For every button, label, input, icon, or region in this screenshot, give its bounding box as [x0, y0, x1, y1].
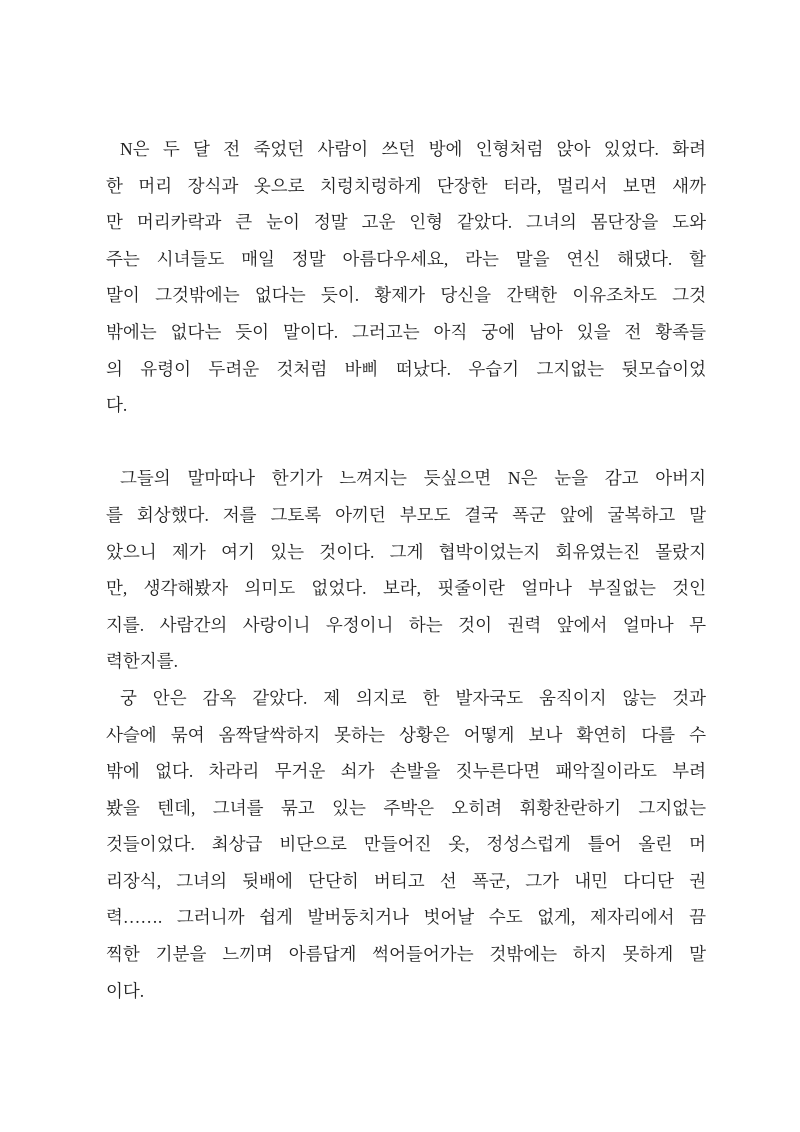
- text-line: 밖에 없다. 차라리 무거운 쇠가 손발을 짓누른다면 패악질이라도 부려: [106, 761, 706, 782]
- text-line: 것들이었다. 최상급 비단으로 만들어진 옷, 정성스럽게 틀어 올린 머: [106, 834, 706, 855]
- text-line: 봤을 텐데, 그녀를 묶고 있는 주박은 오히려 휘황찬란하기 그지없는: [106, 797, 706, 818]
- text-line: 한 머리 장식과 옷으로 치렁치렁하게 단장한 터라, 멀리서 보면 새까: [106, 175, 706, 196]
- paragraph: [106, 680, 706, 1009]
- text-line: 만 머리카락과 큰 눈이 정말 고운 인형 같았다. 그녀의 몸단장을 도와: [106, 212, 706, 233]
- text-line: 주는 시녀들도 매일 정말 아름다우세요, 라는 말을 연신 해댔다. 할: [106, 248, 706, 269]
- text-line: 력한지를.: [106, 651, 178, 672]
- body-text: [106, 131, 706, 1009]
- text-line: 다.: [106, 395, 128, 416]
- text-line: 이다.: [106, 980, 145, 1001]
- text-line: 찍한 기분을 느끼며 아름답게 썩어들어가는 것밖에는 하지 못하게 말: [106, 944, 706, 965]
- paragraph: [106, 131, 706, 424]
- text-line: N은 두 달 전 죽었던 사람이 쓰던 방에 인형처럼 앉아 있었다. 화려: [120, 139, 706, 159]
- text-line: 그들의 말마따나 한기가 느껴지는 듯싶으면 N은 눈을 감고 아버지: [120, 468, 706, 489]
- text-line: 리장식, 그녀의 뒷배에 단단히 버티고 선 폭군, 그가 내민 다디단 권: [106, 870, 706, 891]
- paragraph: [106, 460, 706, 680]
- text-line: 밖에는 없다는 듯이 말이다. 그러고는 아직 궁에 남아 있을 전 황족들: [106, 321, 706, 342]
- text-line: 력……. 그러니까 쉽게 발버둥치거나 벗어날 수도 없게, 제자리에서 끔: [106, 907, 706, 928]
- text-line: 만, 생각해봤자 의미도 없었다. 보라, 핏줄이란 얼마나 부질없는 것인: [106, 578, 706, 599]
- text-line: 궁 안은 감옥 같았다. 제 의지로 한 발자국도 움직이지 않는 것과: [120, 687, 706, 708]
- text-line: 를 회상했다. 저를 그토록 아끼던 부모도 결국 폭군 앞에 굴복하고 말: [106, 504, 706, 525]
- text-line: 았으니 제가 여기 있는 것이다. 그게 협박이었는지 회유였는진 몰랐지: [106, 541, 706, 562]
- text-line: 사슬에 묶여 옴짝달싹하지 못하는 상황은 어떻게 보나 확연히 다를 수: [106, 724, 706, 745]
- text-line: 의 유령이 두려운 것처럼 바삐 떠났다. 우습기 그지없는 뒷모습이었: [106, 358, 706, 379]
- text-line: 지를. 사람간의 사랑이니 우정이니 하는 것이 권력 앞에서 얼마나 무: [106, 614, 706, 635]
- text-line: 말이 그것밖에는 없다는 듯이. 황제가 당신을 간택한 이유조차도 그것: [106, 285, 706, 306]
